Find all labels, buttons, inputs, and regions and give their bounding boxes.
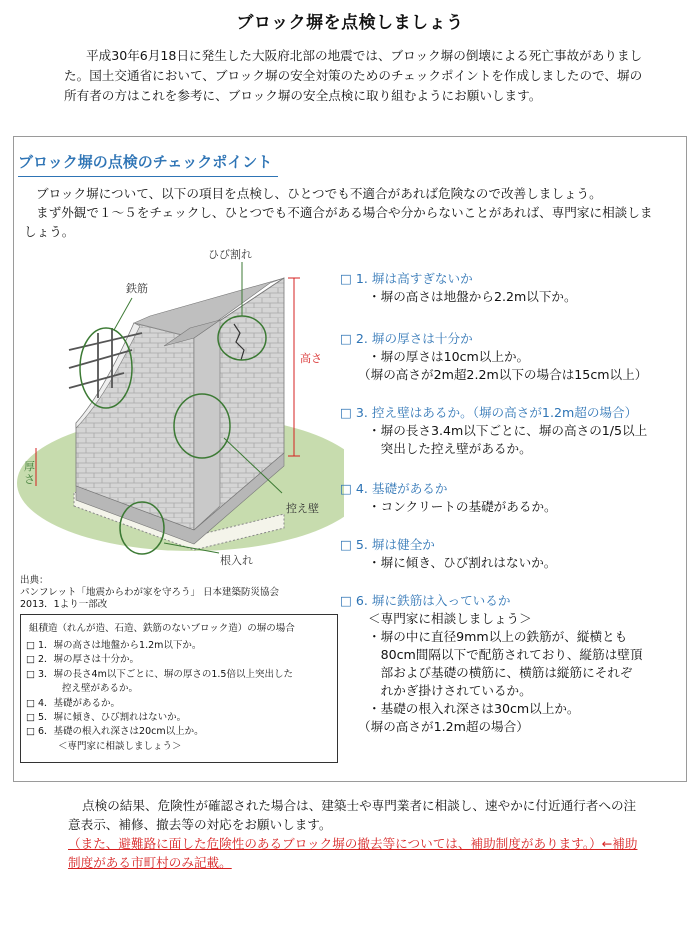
masonry-checklist-title: 組積造（れんが造、石造、鉄筋のないブロック造）の塀の場合 (29, 623, 295, 634)
checkpoint-1-detail: ・塀の高さは地盤から2.2m以下か。 (368, 289, 577, 304)
source-year: 2013．1より一部改 (20, 599, 108, 610)
checkpoint-2 (340, 330, 647, 384)
checkpoint-5-detail: ・塀に傾き、ひび割れはないか。 (368, 555, 557, 570)
checkpoint-6-detail-1: ・塀の中に直径9mm以上の鉄筋が、縦横とも (368, 629, 628, 644)
checkpoint-6 (340, 592, 643, 736)
buttress-wall (194, 320, 220, 530)
masonry-item-2: □ 2．塀の厚さは十分か。 (26, 654, 140, 666)
checkpoint-2-head: □ 2. 塀の厚さは十分か (340, 331, 473, 346)
panel-title: ブロック塀の点検のチェックポイント (18, 153, 273, 171)
checkpoint-1 (340, 270, 577, 306)
checkpoint-6-detail-2: 80cm間隔以下で配筋されており、縦筋は壁頂 (368, 647, 643, 662)
checkpoint-5 (340, 536, 556, 572)
label-rebar: 鉄筋 (126, 282, 148, 295)
panel-intro-line-2: まず外観で１～５をチェックし、ひとつでも不適合がある場合や分からないことがあれば、専門家に相談しましょう。 (24, 205, 653, 239)
source-pamphlet: パンフレット「地震からわが家を守ろう」 日本建築防災協会 (20, 587, 280, 598)
masonry-checklist (22, 639, 332, 754)
checkpoint-4-head: □ 4. 基礎があるか (340, 481, 448, 496)
panel-intro-line-1: ブロック塀について、以下の項目を点検し、ひとつでも不適合があれば危険なので改善しましょう。 (36, 186, 602, 201)
source-label: 出典： (20, 575, 49, 586)
checkpoint-3-head: □ 3. 控え壁はあるか。（塀の高さが1.2m超の場合） (340, 405, 638, 420)
checkpoint-6-detail-4: れかぎ掛けされているか。 (368, 683, 532, 698)
label-buttress: 控え壁 (286, 502, 319, 515)
masonry-item-4: □ 4．基礎があるか。 (26, 697, 121, 709)
figure-source (20, 575, 279, 611)
intro-paragraph: 平成30年6月18日に発生した大阪府北部の地震では、ブロック塀の倒壊による死亡事故がありました。国土交通省において、ブロック塀の安全対策のためのチェックポイントを作成しましたので、塀の所有者の方はこれを参考に、ブロック塀の安全点検に取り組むようにお願いします。 (64, 48, 643, 103)
masonry-item-3-cont: 控え壁があるか。 (62, 683, 139, 695)
checkpoint-4-detail: ・コンクリートの基礎があるか。 (368, 499, 557, 514)
masonry-item-1: □ 1．塀の高さは地盤から1.2m以下か。 (26, 640, 202, 651)
label-thickness: 厚さ (24, 460, 35, 486)
subsidy-note: （また、避難路に面した危険性のあるブロック塀の撤去等については、補助制度があります。）←補助制度がある市町村のみ記載。 (68, 836, 638, 870)
panel-title-underline (18, 176, 278, 177)
label-height: 高さ (300, 352, 322, 365)
page-title: ブロック塀を点検しましょう (236, 13, 464, 33)
checkpoint-3 (340, 404, 647, 458)
closing-text (68, 796, 648, 872)
block-wall-illustration (14, 238, 344, 573)
checkpoint-6-detail-3: 部および基礎の横筋に、横筋は縦筋にそれぞ (368, 665, 633, 680)
closing-paragraph: 点検の結果、危険性が確認された場合は、建築士や専門業者に相談し、速やかに付近通行者への注意表示、補修、撤去等の対応をお願いします。 (68, 798, 637, 832)
checkpoint-6-detail-6: （塀の高さが1.2m超の場合） (358, 719, 529, 734)
panel-intro (24, 184, 664, 241)
masonry-item-5: □ 5．塀に傾き、ひび割れはないか。 (26, 712, 187, 724)
checkpoint-6-detail-5: ・基礎の根入れ深さは30cm以上か。 (368, 701, 580, 716)
masonry-item-6: □ 6．基礎の根入れ深さは20cm以上か。 (26, 726, 204, 738)
checkpoint-2-detail: ・塀の厚さは10cm以上か。 (368, 349, 530, 364)
checkpoint-6-head: □ 6. 塀に鉄筋は入っているか (340, 593, 511, 608)
checkpoint-4 (340, 480, 557, 516)
checkpoint-2-detail-note: （塀の高さが2m超2.2m以下の場合は15cm以上） (358, 367, 648, 382)
checkpoint-5-head: □ 5. 塀は健全か (340, 537, 435, 552)
label-embedment: 根入れ (220, 554, 253, 567)
checkpoint-6-consult: ＜専門家に相談しましょう＞ (368, 611, 532, 626)
masonry-item-6-note: ＜専門家に相談しましょう＞ (58, 740, 182, 752)
checkpoint-1-head: □ 1. 塀は高すぎないか (340, 271, 473, 286)
checkpoint-3-detail: ・塀の長さ3.4m以下ごとに、塀の高さの1/5以上 (368, 423, 648, 438)
masonry-item-3: □ 3．塀の長さ4m以下ごとに、塀の厚さの1.5倍以上突出した (26, 668, 293, 680)
label-crack: ひび割れ (208, 248, 252, 261)
checkpoint-3-detail-cont: 突出した控え壁があるか。 (368, 441, 532, 456)
